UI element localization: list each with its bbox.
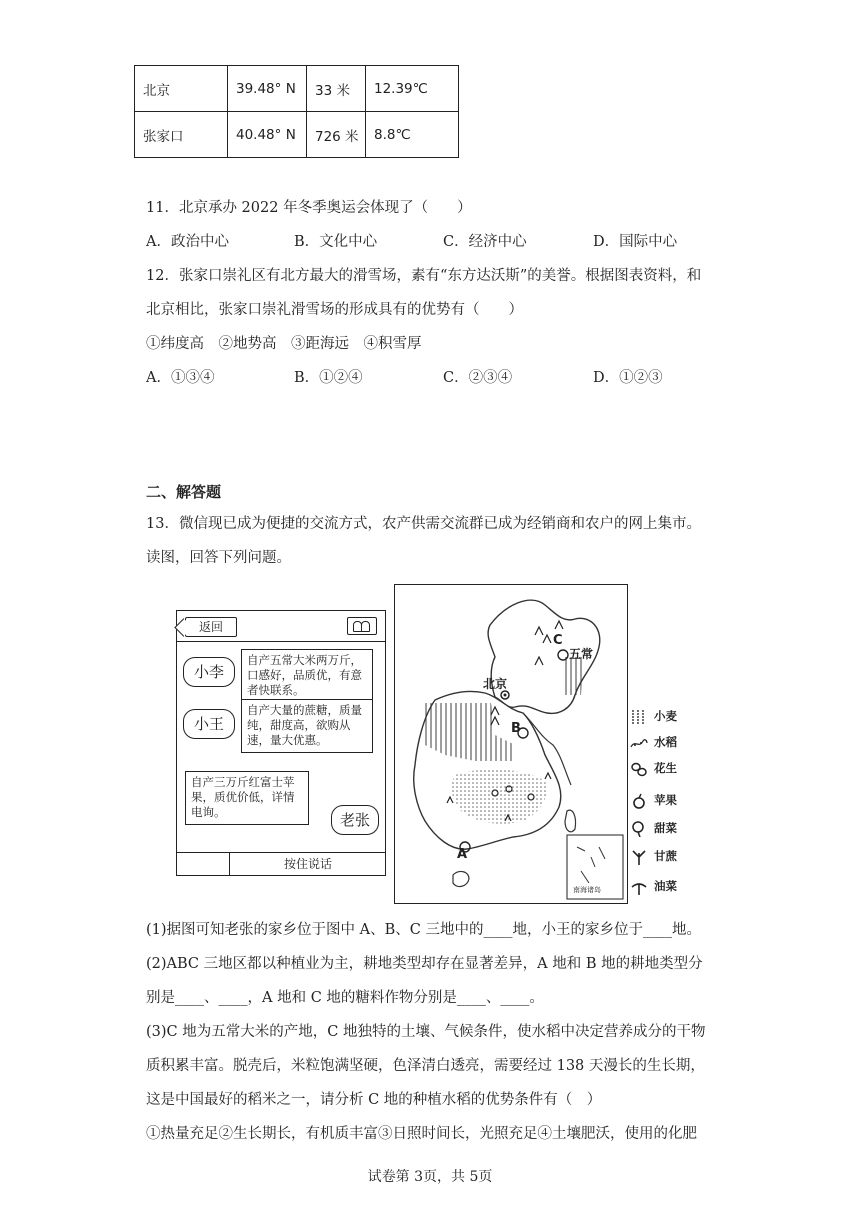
contacts-icon[interactable] — [347, 617, 377, 635]
map-graphic — [395, 585, 627, 903]
chat-header — [177, 611, 385, 642]
legend-label: 油菜 — [654, 879, 677, 893]
table-cell: 北京 — [135, 66, 228, 112]
message-bubble: 自产三万斤红富士苹果，质优价低，详情电询。 — [185, 771, 309, 825]
question-12-stem-line1: 12．张家口崇礼区有北方最大的滑雪场，素有“东方达沃斯”的美誉。根据图表资料，和 — [146, 268, 702, 284]
q11-option-b[interactable]: B．文化中心 — [294, 234, 378, 250]
peanut-icon — [630, 761, 648, 777]
table-cell: 8.8℃ — [366, 112, 459, 158]
q11-option-a[interactable]: A．政治中心 — [146, 234, 229, 250]
legend-label: 甜菜 — [654, 821, 677, 835]
china-map — [394, 584, 628, 904]
legend-item — [630, 820, 677, 837]
q13-sub2-line1: (2)ABC 三地区都以种植业为主，耕地类型却存在显著差异，A 地和 B 地的耕地类型分 — [146, 956, 703, 972]
question-13-stem-line1: 13．微信现已成为便捷的交流方式，农产供需交流群已成为经销商和农户的网上集市。 — [146, 516, 701, 532]
question-11-stem: 11．北京承办 2022 年冬季奥运会体现了（ ） — [146, 200, 472, 216]
sugar-beet-icon — [630, 821, 648, 837]
place-label-wuchang: 五常 — [569, 647, 594, 661]
back-button[interactable]: 返回 — [185, 617, 237, 637]
inset-label: 南海诸岛 — [573, 886, 601, 894]
legend-label: 小麦 — [654, 709, 677, 723]
sender-xiaowang: 小王 — [183, 709, 235, 739]
q11-option-d[interactable]: D．国际中心 — [593, 234, 678, 250]
hold-to-talk-button[interactable]: 按住说话 — [229, 853, 386, 875]
legend-label: 水稻 — [654, 735, 677, 749]
wechat-chat-panel — [176, 610, 386, 876]
legend-label: 苹果 — [654, 793, 677, 807]
legend-item — [630, 734, 677, 751]
point-label-b: B — [511, 721, 521, 736]
sender-xiaoli: 小李 — [183, 657, 235, 687]
q12-option-a[interactable]: A．①③④ — [146, 370, 215, 386]
message-bubble: 自产大量的蔗糖，质量纯，甜度高，欲购从速，量大优惠。 — [241, 699, 373, 753]
legend-item — [630, 792, 677, 809]
legend-item — [630, 878, 677, 895]
q13-sub3-line1: (3)C 地为五常大米的产地，C 地独特的土壤、气候条件，使水稻中决定营养成分的干物 — [146, 1024, 706, 1040]
point-label-a: A — [457, 847, 468, 862]
point-label-c: C — [553, 633, 563, 648]
legend-item — [630, 760, 677, 777]
table-cell: 726 米 — [307, 112, 366, 158]
table-row — [135, 66, 459, 112]
legend-label: 花生 — [654, 761, 677, 775]
q12-option-b[interactable]: B．①②④ — [294, 370, 363, 386]
question-13-stem-line2: 读图，回答下列问题。 — [146, 550, 291, 566]
data-table — [134, 65, 459, 158]
table-cell: 39.48° N — [228, 66, 307, 112]
q13-sub2-line2: 别是____、____，A 地和 C 地的糖料作物分别是____、____。 — [146, 990, 544, 1006]
legend-label: 甘蔗 — [654, 849, 677, 863]
question-12-choices: ①纬度高 ②地势高 ③距海远 ④积雪厚 — [146, 336, 422, 352]
page-footer: 试卷第 3页，共 5页 — [367, 1169, 493, 1185]
legend-item — [630, 848, 677, 865]
legend-item — [630, 708, 677, 725]
q12-option-d[interactable]: D．①②③ — [593, 370, 663, 386]
rice-icon — [630, 735, 648, 751]
table-cell: 张家口 — [135, 112, 228, 158]
rapeseed-icon — [630, 879, 648, 895]
table-row — [135, 112, 459, 158]
sugarcane-icon — [630, 849, 648, 865]
message-bubble: 自产五常大米两万斤，口感好，品质优，有意者快联系。 — [241, 649, 373, 703]
table-cell: 12.39℃ — [366, 66, 459, 112]
q13-sub1: (1)据图可知老张的家乡位于图中 A、B、C 三地中的____地，小王的家乡位于____地。 — [146, 922, 701, 938]
table-cell: 33 米 — [307, 66, 366, 112]
chat-input-bar — [177, 852, 385, 875]
city-label-beijing: 北京 — [483, 677, 508, 691]
question-12-stem-line2: 北京相比，张家口崇礼滑雪场的形成具有的优势有（ ） — [146, 302, 523, 318]
q13-sub3-line4: ①热量充足②生长期长，有机质丰富③日照时间长，光照充足④土壤肥沃，使用的化肥 — [146, 1126, 697, 1142]
table-cell: 40.48° N — [228, 112, 307, 158]
q12-option-c[interactable]: C．②③④ — [443, 370, 513, 386]
sender-laozhang: 老张 — [331, 805, 379, 835]
section-title: 二、解答题 — [146, 483, 222, 501]
q13-sub3-line2: 质积累丰富。脱壳后，米粒饱满坚硬，色泽清白透亮，需要经过 138 天漫长的生长期， — [146, 1058, 705, 1074]
q11-option-c[interactable]: C．经济中心 — [443, 234, 527, 250]
q13-sub3-line3: 这是中国最好的稻米之一，请分析 C 地的种植水稻的优势条件有（ ） — [146, 1092, 602, 1108]
apple-icon — [630, 793, 648, 809]
wheat-icon — [630, 709, 648, 725]
